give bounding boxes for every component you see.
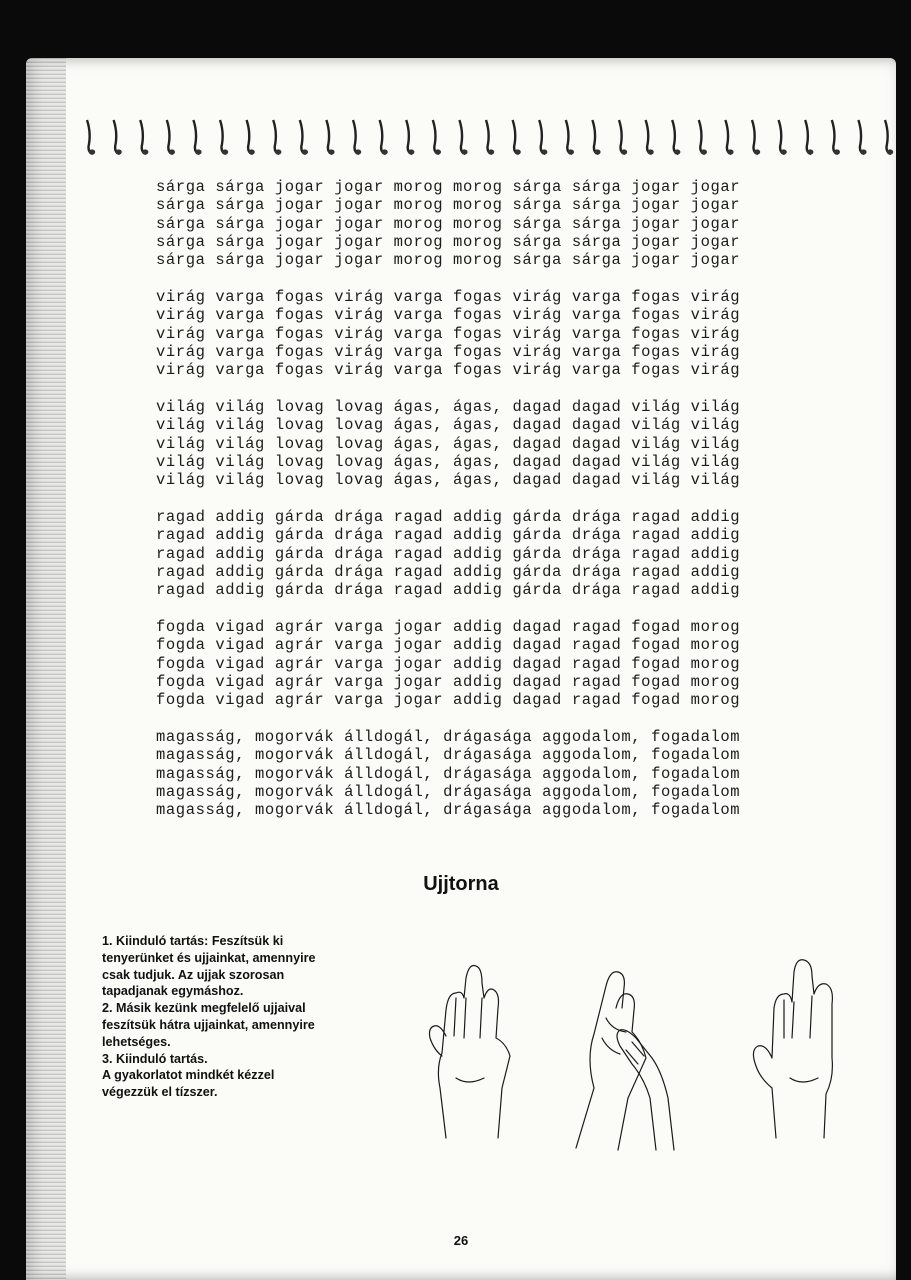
binding-ring bbox=[300, 120, 308, 155]
exercise-line: virág varga fogas virág varga fogas virág varga fogas virág bbox=[156, 324, 741, 343]
binding-ring bbox=[513, 120, 521, 155]
binding-ring bbox=[273, 120, 281, 155]
exercise-block bbox=[156, 728, 856, 819]
spiral-binding bbox=[81, 118, 896, 158]
exercise-line: sárga sárga jogar jogar morog morog sárga sárga jogar jogar bbox=[156, 178, 741, 196]
binding-ring bbox=[459, 120, 467, 155]
exercise-line: magasság, mogorvák álldogál, drágasága aggodalom, fogadalom bbox=[156, 782, 741, 801]
exercise-line: virág varga fogas virág varga fogas virág varga fogas virág bbox=[156, 306, 741, 325]
binding-ring bbox=[87, 120, 95, 155]
exercise-line: fogda vigad agrár varga jogar addig dagad ragad fogad morog bbox=[156, 691, 741, 710]
binding-ring bbox=[140, 120, 148, 155]
exercise-line: ragad addig gárda drága ragad addig gárda drága ragad addig bbox=[156, 526, 741, 545]
binding-ring bbox=[486, 120, 494, 155]
binding-ring bbox=[539, 120, 547, 155]
exercise-line: fogda vigad agrár varga jogar addig dagad ragad fogad morog bbox=[156, 654, 741, 673]
exercise-line: ragad addig gárda drága ragad addig gárda drága ragad addig bbox=[156, 507, 741, 526]
binding-ring bbox=[885, 120, 893, 155]
binding-ring bbox=[832, 120, 840, 155]
binding-ring bbox=[326, 120, 334, 155]
exercise-line: világ világ lovag lovag ágas, ágas, dagad dagad világ világ bbox=[156, 471, 741, 490]
exercise-line: magasság, mogorvák álldogál, drágasága aggodalom, fogadalom bbox=[156, 746, 741, 765]
exercise-line: ragad addig gárda drága ragad addig gárda drága ragad addig bbox=[156, 544, 741, 563]
exercise-line: világ világ lovag lovag ágas, ágas, dagad dagad világ világ bbox=[156, 416, 741, 435]
exercise-line: magasság, mogorvák álldogál, drágasága aggodalom, fogadalom bbox=[156, 727, 741, 746]
exercise-line: sárga sárga jogar jogar morog morog sárga sárga jogar jogar bbox=[156, 196, 741, 215]
page-number: 26 bbox=[453, 1233, 469, 1248]
exercise-line: virág varga fogas virág varga fogas virág varga fogas virág bbox=[156, 287, 741, 306]
binding-ring bbox=[752, 120, 760, 155]
notebook-page bbox=[26, 58, 896, 1280]
exercise-line: ragad addig gárda drága ragad addig gárda drága ragad addig bbox=[156, 581, 741, 600]
binding-ring bbox=[619, 120, 627, 155]
exercise-line: virág varga fogas virág varga fogas virág varga fogas virág bbox=[156, 361, 741, 380]
exercise-line: fogda vigad agrár varga jogar addig dagad ragad fogad morog bbox=[156, 672, 741, 691]
exercise-block bbox=[156, 618, 856, 709]
bending-hands-icon bbox=[576, 972, 674, 1150]
exercise-block bbox=[156, 288, 856, 379]
instruction-step-3: 3. Kiinduló tartás. bbox=[102, 1051, 208, 1066]
typing-exercise bbox=[156, 178, 856, 838]
binding-ring bbox=[380, 120, 388, 155]
binding-ring bbox=[805, 120, 813, 155]
exercise-line: magasság, mogorvák álldogál, drágasága aggodalom, fogadalom bbox=[156, 764, 741, 783]
section-title: Ujjtorna bbox=[423, 873, 499, 895]
binding-ring bbox=[566, 120, 574, 155]
binding-ring bbox=[114, 120, 122, 155]
binding-ring bbox=[353, 120, 361, 155]
exercise-line: sárga sárga jogar jogar morog morog sárga sárga jogar jogar bbox=[156, 251, 741, 270]
exercise-instructions bbox=[102, 933, 332, 1101]
binding-ring bbox=[858, 120, 866, 155]
open-hand-icon-end bbox=[753, 960, 832, 1138]
exercise-line: fogda vigad agrár varga jogar addig dagad ragad fogad morog bbox=[156, 636, 741, 655]
exercise-block bbox=[156, 508, 856, 599]
binding-ring bbox=[646, 120, 654, 155]
binding-ring bbox=[247, 120, 255, 155]
instruction-note: A gyakorlatot mindkét kézzel végezzük el tízszer. bbox=[102, 1068, 275, 1100]
instruction-step-1: 1. Kiinduló tartás: Feszítsük ki tenyerünket és ujjainkat, amennyire csak tudjuk. Az ujjak szorosan tapadjanak egymáshoz. bbox=[102, 934, 316, 999]
binding-ring bbox=[433, 120, 441, 155]
hand-exercise-illustration bbox=[406, 938, 866, 1168]
binding-ring bbox=[592, 120, 600, 155]
exercise-line: sárga sárga jogar jogar morog morog sárga sárga jogar jogar bbox=[156, 232, 741, 251]
exercise-line: magasság, mogorvák álldogál, drágasága aggodalom, fogadalom bbox=[156, 801, 741, 820]
binding-ring bbox=[193, 120, 201, 155]
exercise-line: világ világ lovag lovag ágas, ágas, dagad dagad világ világ bbox=[156, 452, 741, 471]
binding-ring bbox=[779, 120, 787, 155]
binding-ring bbox=[167, 120, 175, 155]
binding-ring bbox=[220, 120, 228, 155]
binding-ring bbox=[672, 120, 680, 155]
exercise-line: virág varga fogas virág varga fogas virág varga fogas virág bbox=[156, 342, 741, 361]
exercise-line: ragad addig gárda drága ragad addig gárda drága ragad addig bbox=[156, 562, 741, 581]
exercise-line: sárga sárga jogar jogar morog morog sárga sárga jogar jogar bbox=[156, 214, 741, 233]
exercise-line: világ világ lovag lovag ágas, ágas, dagad dagad világ világ bbox=[156, 397, 741, 416]
exercise-block bbox=[156, 398, 856, 489]
binding-ring bbox=[725, 120, 733, 155]
binding-ring bbox=[699, 120, 707, 155]
open-hand-icon-start bbox=[430, 966, 511, 1139]
exercise-block bbox=[156, 178, 856, 269]
binding-ring bbox=[406, 120, 414, 155]
exercise-line: világ világ lovag lovag ágas, ágas, dagad dagad világ világ bbox=[156, 434, 741, 453]
instruction-step-2: 2. Másik kezünk megfelelő ujjaival feszítsük hátra ujjainkat, amennyire lehetséges. bbox=[102, 1001, 315, 1049]
exercise-line: fogda vigad agrár varga jogar addig dagad ragad fogad morog bbox=[156, 617, 741, 636]
